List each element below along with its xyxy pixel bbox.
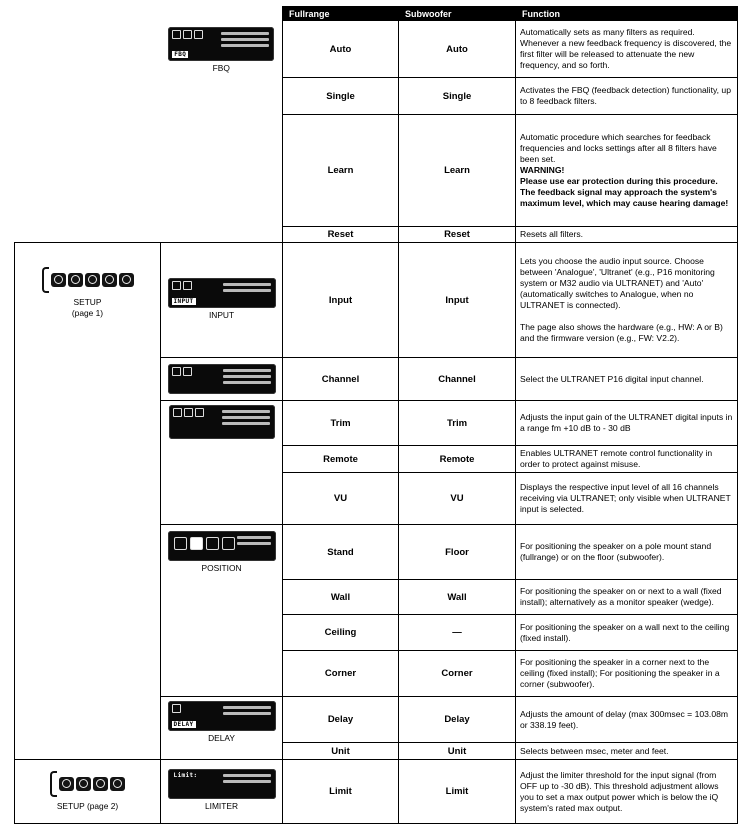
function-body: Enables ULTRANET remote control functionality in order to protect against misuse.: [520, 448, 713, 469]
function-text: [516, 760, 738, 824]
function-text: [516, 743, 738, 760]
lcd-text-lines: [221, 32, 269, 50]
fbq-screen-cell: [161, 21, 283, 243]
lcd-icon-strip: [172, 367, 192, 376]
fullrange-value: Channel: [283, 358, 399, 401]
function-text: [516, 243, 738, 358]
settings-table: [14, 6, 738, 824]
row-auto: [15, 21, 738, 78]
screen-label-fbq: FBQ: [212, 62, 230, 73]
fbq-lcd-tag: FBQ: [174, 50, 187, 58]
column-header-function: Function: [516, 7, 738, 21]
function-text: [516, 446, 738, 473]
row-input: [15, 243, 738, 358]
display-icon: [85, 273, 100, 287]
subwoofer-value: Learn: [399, 115, 516, 227]
setup-page2-label: SETUP (page 2): [56, 801, 119, 812]
bracket-icon: [50, 771, 57, 797]
function-body: For positioning the speaker in a corner next to the ceiling (fixed install); For positioning the speaker in a corner (subwoofer).: [520, 657, 720, 689]
delay-lcd-tag: DELAY: [173, 721, 194, 728]
fullrange-value: Learn: [283, 115, 399, 227]
subwoofer-value: —: [399, 615, 516, 651]
lcd-text-lines: [223, 706, 271, 718]
function-text: [516, 401, 738, 446]
function-body: Adjust the limiter threshold for the input signal (from OFF up to -30 dB). This threshold adjustment allows you to set a max output power which is below the iQ system's rated max output.: [520, 769, 719, 813]
subwoofer-value: Remote: [399, 446, 516, 473]
position-lcd-screen: [168, 531, 276, 561]
fullrange-value: Corner: [283, 651, 399, 697]
gauge-icon: [119, 273, 134, 287]
display-icon: [93, 777, 108, 791]
header-spacer: [161, 7, 283, 21]
function-body: For positioning the speaker on a wall next to the ceiling (fixed install).: [520, 621, 730, 643]
function-body: Lets you choose the audio input source. Choose between 'Analogue', 'Ultranet' (e.g., P16 monitoring system or M32 audio via ULTRANET) and 'Auto' (automatically switches to Analogue, when no ULTRANET is connected).: [520, 256, 715, 310]
delay-screen-cell: [161, 697, 283, 760]
setup-page2-icons: [15, 771, 160, 812]
limiter-lcd-screen: [168, 769, 276, 799]
trim-screen-cell: [161, 401, 283, 525]
function-text: [516, 115, 738, 227]
fullrange-value: Single: [283, 78, 399, 115]
fullrange-value: VU: [283, 473, 399, 525]
subwoofer-value: Limit: [399, 760, 516, 824]
function-text: [516, 615, 738, 651]
function-body: Selects between msec, meter and feet.: [520, 745, 669, 756]
warning-title: WARNING!: [520, 165, 565, 175]
function-body-2: The page also shows the hardware (e.g., HW: A or B) and the firmware version (e.g., FW: V2.2).: [520, 322, 723, 343]
subwoofer-value: Auto: [399, 21, 516, 78]
fullrange-value: Remote: [283, 446, 399, 473]
subwoofer-value: Floor: [399, 525, 516, 580]
function-body: Automatic procedure which searches for feedback frequencies and locks settings after all 8 filters have been set.: [520, 132, 717, 164]
subwoofer-value: Trim: [399, 401, 516, 446]
lcd-text-lines: [237, 536, 271, 548]
function-text: [516, 651, 738, 697]
function-text: [516, 78, 738, 115]
screen-label-input: INPUT: [208, 309, 235, 320]
fullrange-value: Auto: [283, 21, 399, 78]
lcd-icon-strip: [173, 408, 204, 417]
empty-cell: [15, 21, 161, 243]
function-body: Activates the FBQ (feedback detection) functionality, up to 8 feedback filters.: [520, 85, 731, 106]
screen-label-limiter: LIMITER: [204, 801, 239, 811]
delay-lcd-screen: [168, 701, 276, 731]
channel-screen-cell: [161, 358, 283, 401]
subwoofer-value: VU: [399, 473, 516, 525]
clock-icon: [68, 273, 83, 287]
column-header-subwoofer: Subwoofer: [399, 7, 516, 21]
row-limit: [15, 760, 738, 824]
setup-page1-icons: [15, 267, 160, 318]
function-text: [516, 227, 738, 243]
function-body: Automatically sets as many filters as required. Whenever a new feedback frequency is discovered, the first filter will be released to attenuate the new frequency, and so forth.: [520, 27, 732, 70]
fullrange-value: Wall: [283, 580, 399, 615]
lcd-icon-strip: [172, 30, 203, 39]
input-lcd-screen: [168, 278, 276, 308]
subwoofer-value: Channel: [399, 358, 516, 401]
setup-page1-cell: [15, 243, 161, 760]
subwoofer-value: Unit: [399, 743, 516, 760]
fullrange-value: Stand: [283, 525, 399, 580]
function-body: Displays the respective input level of all 16 channels receiving via ULTRANET; only visible when ULTRANET input is selected.: [520, 482, 731, 514]
lcd-text-lines: [223, 283, 271, 295]
channel-lcd-screen: [168, 364, 276, 394]
bracket-icon: [42, 267, 49, 293]
limiter-icon: [59, 777, 74, 791]
trim-lcd-screen: [169, 405, 275, 439]
speaker-icon: [51, 273, 66, 287]
dial-icon: [102, 273, 117, 287]
limiter-lcd-tag: Limit:: [173, 772, 198, 779]
table-header: [15, 7, 738, 21]
function-body: Select the ULTRANET P16 digital input channel.: [520, 373, 704, 384]
input-lcd-tag: INPUT: [173, 297, 194, 305]
function-text: [516, 697, 738, 743]
lcd-icon-strip: [172, 281, 192, 290]
position-screen-cell: [161, 525, 283, 697]
lcd-icon-strip: [172, 704, 181, 713]
fullrange-value: Unit: [283, 743, 399, 760]
lcd-text-lines: [223, 369, 271, 387]
fullrange-value: Ceiling: [283, 615, 399, 651]
function-text: [516, 580, 738, 615]
fullrange-value: Delay: [283, 697, 399, 743]
subwoofer-value: Delay: [399, 697, 516, 743]
function-body: For positioning the speaker on or next to a wall (fixed install); alternatively as a monitor speaker (wedge).: [520, 586, 722, 607]
input-screen-cell: [161, 243, 283, 358]
fullrange-value: Limit: [283, 760, 399, 824]
warning-body: Please use ear protection during this procedure. The feedback signal may approach the system's maximum level, which may cause hearing damage!: [520, 176, 729, 208]
screen-label-delay: DELAY: [208, 733, 235, 743]
limiter-screen-cell: [161, 760, 283, 824]
fbq-lcd-screen: [168, 27, 274, 61]
subwoofer-value: Corner: [399, 651, 516, 697]
subwoofer-value: Single: [399, 78, 516, 115]
lcd-text-lines: [223, 774, 271, 786]
function-body: Adjusts the input gain of the ULTRANET digital inputs in a range fm +10 dB to - 30 dB: [520, 412, 733, 433]
fullrange-value: Reset: [283, 227, 399, 243]
edit-icon: [110, 777, 125, 791]
function-body: Adjusts the amount of delay (max 300msec = 103.08m or 338.19 feet).: [520, 708, 729, 730]
subwoofer-value: Wall: [399, 580, 516, 615]
position-option-icons: [174, 537, 235, 550]
screen-label-position: POSITION: [201, 563, 242, 573]
function-text: [516, 525, 738, 580]
fullrange-value: Trim: [283, 401, 399, 446]
function-text: [516, 21, 738, 78]
function-text: [516, 473, 738, 525]
clock-icon: [76, 777, 91, 791]
subwoofer-value: Input: [399, 243, 516, 358]
fullrange-value: Input: [283, 243, 399, 358]
function-text: [516, 358, 738, 401]
header-spacer: [15, 7, 161, 21]
column-header-fullrange: Fullrange: [283, 7, 399, 21]
setup-page2-cell: [15, 760, 161, 824]
lcd-text-lines: [222, 410, 270, 428]
setup-page1-label: SETUP (page 1): [71, 297, 104, 318]
function-body: Resets all filters.: [520, 229, 584, 239]
function-body: For positioning the speaker on a pole mount stand (fullrange) or on the floor (subwoofer).: [520, 541, 712, 562]
subwoofer-value: Reset: [399, 227, 516, 243]
